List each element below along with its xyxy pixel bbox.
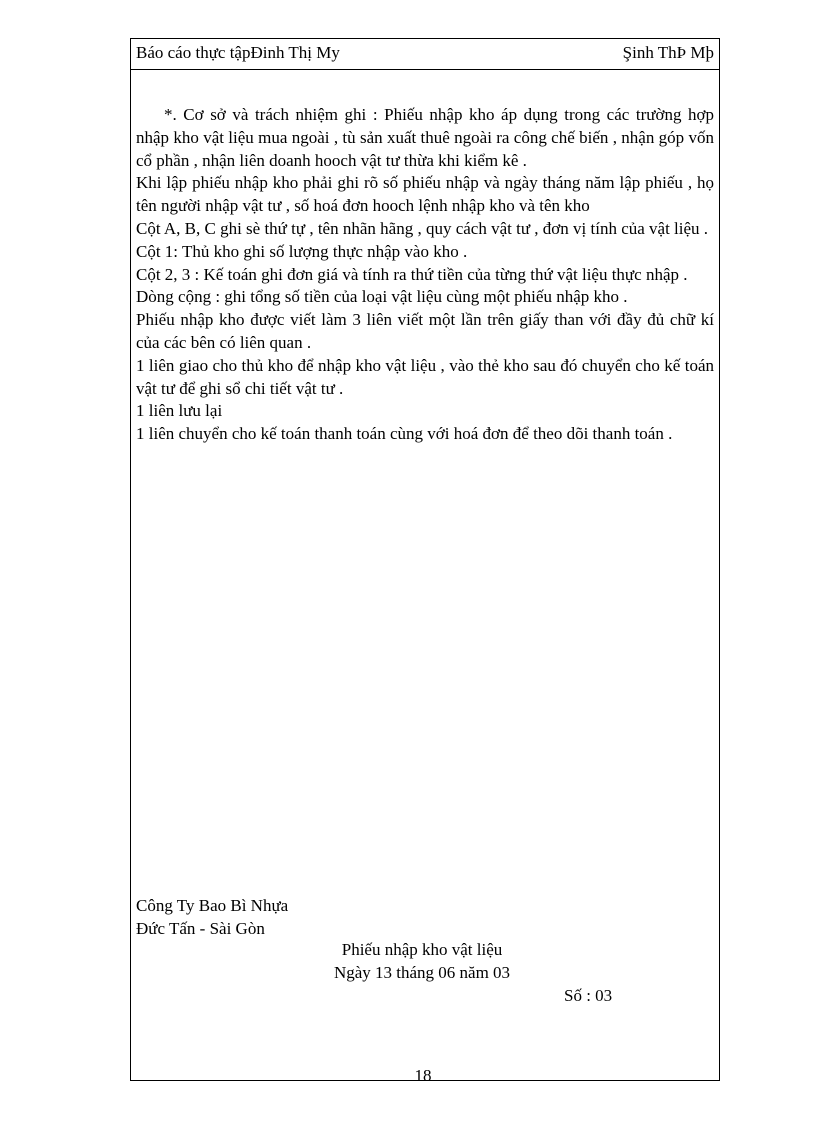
form-date: Ngày 13 tháng 06 năm 03 bbox=[333, 963, 511, 982]
document-body bbox=[136, 104, 714, 446]
company-block bbox=[136, 894, 288, 940]
paragraph: Dòng cộng : ghi tổng số tiền của loại vật liệu cùng một phiếu nhập kho . bbox=[136, 287, 628, 307]
paragraph: *. Cơ sở và trách nhiệm ghi : Phiếu nhập kho áp dụng trong các trường hợp nhập kho vật liệu mua ngoài , tù sản xuất thuê ngoài ra công chế biến , nhận góp vốn cổ phần , nhận liên doanh hooch vật tư thừa khi kiểm kê . bbox=[136, 105, 714, 170]
company-name: Công Ty Bao Bì Nhựa bbox=[136, 896, 289, 915]
header-right-text: Şinh ThÞ Mþ bbox=[622, 43, 714, 62]
form-number: Số : 03 bbox=[564, 986, 613, 1005]
paragraph: Khi lập phiếu nhập kho phải ghi rõ số phiếu nhập và ngày tháng năm lập phiếu , họ tên người nhập vật tư , số hoá đơn hooch lệnh nhập kho và tên kho bbox=[136, 173, 714, 216]
paragraph: Cột 1: Thủ kho ghi số lượng thực nhập vào kho . bbox=[136, 241, 468, 261]
company-location: Đức Tấn - Sài Gòn bbox=[136, 919, 265, 938]
paragraph: 1 liên giao cho thủ kho để nhập kho vật liệu , vào thẻ kho sau đó chuyển cho kế toán vật tư để ghi sổ chi tiết vật tư . bbox=[136, 355, 714, 398]
page-number: 18 bbox=[414, 1066, 432, 1085]
form-title: Phiếu nhập kho vật liệu bbox=[341, 940, 503, 959]
header-left-text: Báo cáo thực tậpĐinh Thị My bbox=[136, 43, 340, 62]
paragraph: Cột 2, 3 : Kế toán ghi đơn giá và tính ra thứ tiền của từng thứ vật liệu thực nhập . bbox=[136, 264, 688, 284]
paragraph: Cột A, B, C ghi sè thứ tự , tên nhãn hãng , quy cách vật tư , đơn vị tính của vật liệu . bbox=[136, 218, 709, 238]
paragraph: 1 liên lưu lại bbox=[136, 401, 223, 421]
paragraph: 1 liên chuyển cho kế toán thanh toán cùng với hoá đơn để theo dõi thanh toán . bbox=[136, 424, 673, 444]
page-header bbox=[130, 38, 720, 70]
paragraph: Phiếu nhập kho được viết làm 3 liên viết một lần trên giấy than với đầy đủ chữ kí của các bên có liên quan . bbox=[136, 310, 714, 352]
